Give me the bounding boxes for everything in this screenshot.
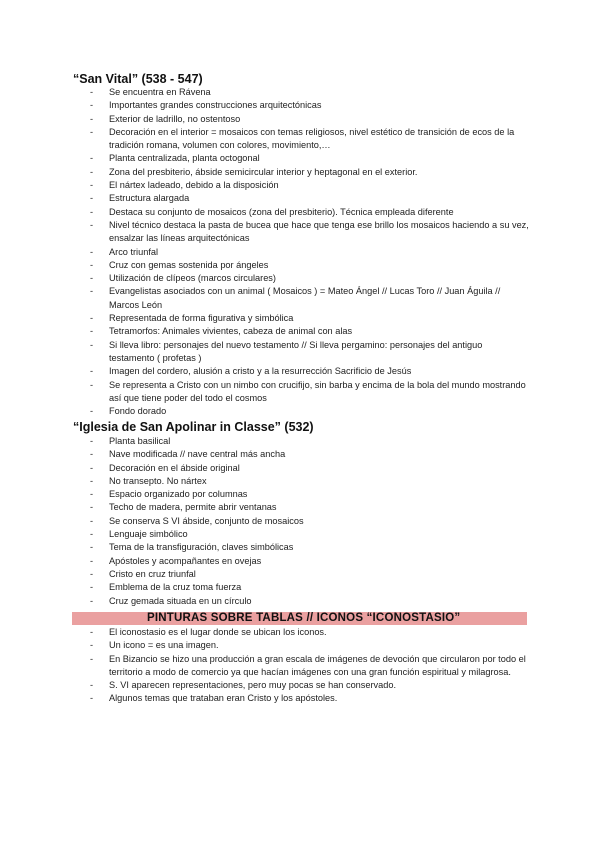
list-item: - Destaca su conjunto de mosaicos (zona del presbiterio). Técnica empleada diferente bbox=[0, 206, 600, 219]
list-item: - Cruz con gemas sostenida por ángeles bbox=[0, 259, 600, 272]
list-item: - Espacio organizado por columnas bbox=[0, 488, 600, 501]
list-item: - Se encuentra en Rávena bbox=[0, 86, 600, 99]
list-item: - Evangelistas asociados con un animal ( Mosaicos ) = Mateo Ángel // Lucas Toro // Juan Águila // Marcos León bbox=[0, 285, 600, 312]
list-item: - Exterior de ladrillo, no ostentoso bbox=[0, 113, 600, 126]
list-item: - Cristo en cruz triunfal bbox=[0, 568, 600, 581]
list-item: - El iconostasio es el lugar donde se ubican los iconos. bbox=[0, 626, 600, 639]
list-item: - Algunos temas que trataban eran Cristo y los apóstoles. bbox=[0, 692, 600, 705]
list-item: - Cruz gemada situada en un círculo bbox=[0, 595, 600, 608]
heading-pinturas-iconos: PINTURAS SOBRE TABLAS // ICONOS “ICONOSTASIO” bbox=[147, 612, 461, 624]
list-item: - Tema de la transfiguración, claves simbólicas bbox=[0, 541, 600, 554]
list-item: - Zona del presbiterio, ábside semicircular interior y heptagonal en el exterior. bbox=[0, 166, 600, 179]
list-item: - Representada de forma figurativa y simbólica bbox=[0, 312, 600, 325]
list-item: - Emblema de la cruz toma fuerza bbox=[0, 581, 600, 594]
list-item: - En Bizancio se hizo una producción a gran escala de imágenes de devoción que circularon por todo el territorio a modo de comercio ya que hacían imágenes con una gran función espiritual y milagrosa. bbox=[0, 653, 600, 680]
list-item: - Decoración en el ábside original bbox=[0, 462, 600, 475]
list-item: - Decoración en el interior = mosaicos con temas religiosos, nivel estético de transición de ecos de la tradición romana, volumen con colores, movimiento,… bbox=[0, 126, 600, 153]
list-item: - Imagen del cordero, alusión a cristo y a la resurrección Sacrificio de Jesús bbox=[0, 365, 600, 378]
list-san-apolinar bbox=[0, 435, 600, 608]
list-item: - Lenguaje simbólico bbox=[0, 528, 600, 541]
list-item: - Un icono = es una imagen. bbox=[0, 639, 600, 652]
list-item: - Se conserva S VI ábside, conjunto de mosaicos bbox=[0, 515, 600, 528]
list-item: - Techo de madera, permite abrir ventanas bbox=[0, 501, 600, 514]
list-item: - Planta centralizada, planta octogonal bbox=[0, 152, 600, 165]
list-item: - El nártex ladeado, debido a la disposición bbox=[0, 179, 600, 192]
list-item: - Nave modificada // nave central más ancha bbox=[0, 448, 600, 461]
heading-san-apolinar: “Iglesia de San Apolinar in Classe” (532) bbox=[73, 420, 314, 434]
list-item: - No transepto. No nártex bbox=[0, 475, 600, 488]
list-item: - Importantes grandes construcciones arquitectónicas bbox=[0, 99, 600, 112]
list-item: - Estructura alargada bbox=[0, 192, 600, 205]
list-item: - Arco triunfal bbox=[0, 246, 600, 259]
list-item: - Apóstoles y acompañantes en ovejas bbox=[0, 555, 600, 568]
list-iconos bbox=[0, 626, 600, 706]
list-item: - Tetramorfos: Animales vivientes, cabeza de animal con alas bbox=[0, 325, 600, 338]
highlight-banner bbox=[72, 612, 527, 625]
list-item: - Fondo dorado bbox=[0, 405, 600, 418]
list-item: - Se representa a Cristo con un nimbo con crucifijo, sin barba y encima de la bola del mundo mostrando así que tiene poder del todo el cosmos bbox=[0, 379, 600, 406]
list-item: - Nivel técnico destaca la pasta de bucea que hace que tenga ese brillo los mosaicos haciendo a su vez, ensalzar las líneas arquitectónicas bbox=[0, 219, 600, 246]
list-item: - S. VI aparecen representaciones, pero muy pocas se han conservado. bbox=[0, 679, 600, 692]
list-san-vital bbox=[0, 86, 600, 418]
list-item: - Utilización de clípeos (marcos circulares) bbox=[0, 272, 600, 285]
heading-san-vital: “San Vital” (538 - 547) bbox=[73, 72, 203, 86]
list-item: - Si lleva libro: personajes del nuevo testamento // Si lleva pergamino: personajes del antiguo testamento ( profetas ) bbox=[0, 339, 600, 366]
list-item: - Planta basilical bbox=[0, 435, 600, 448]
